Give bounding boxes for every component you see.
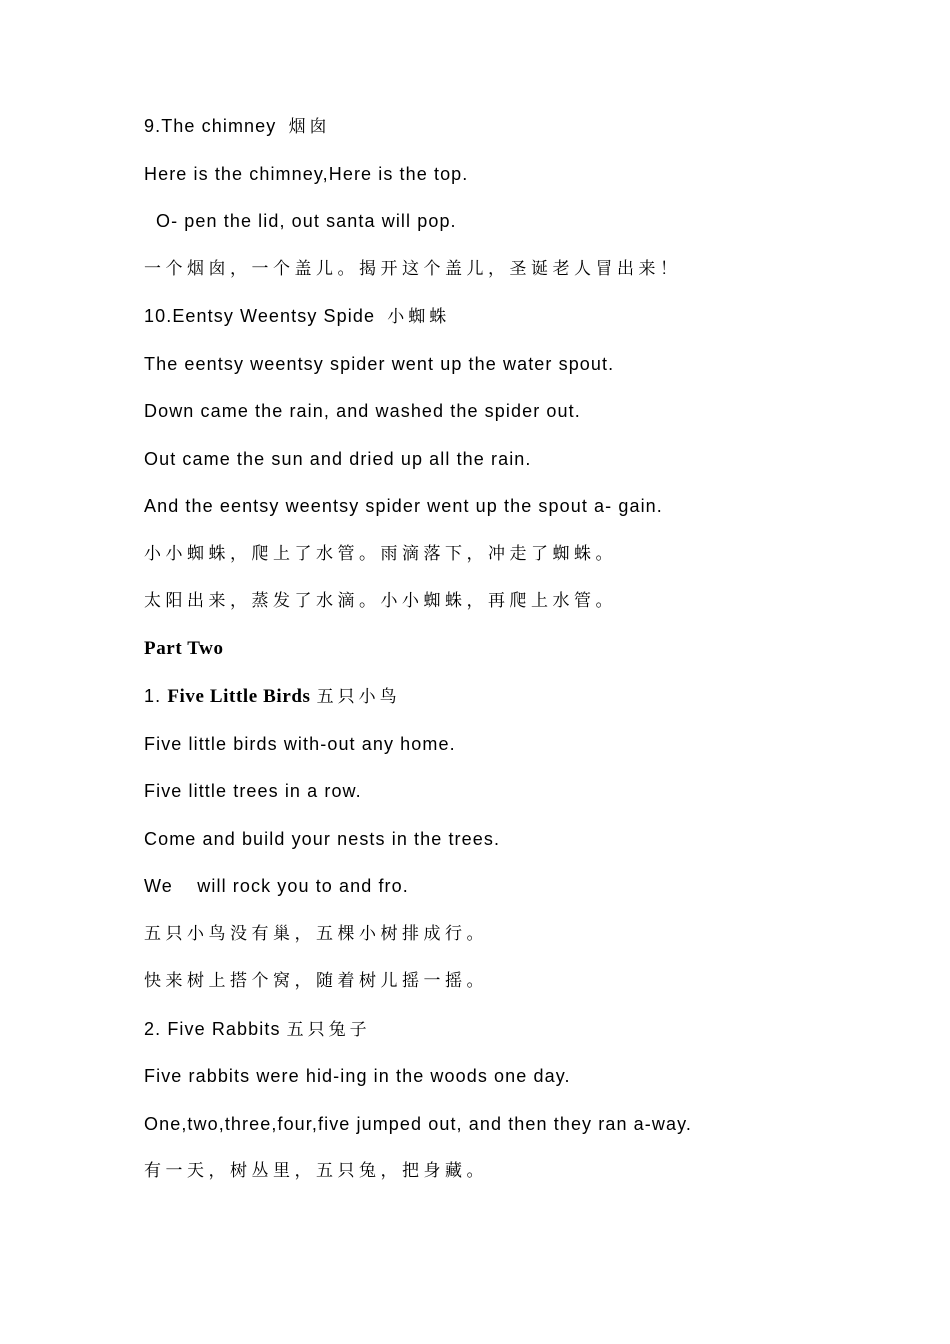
poem-line: And the eentsy weentsy spider went up the spout a- gain. bbox=[144, 496, 663, 516]
heading-eentsy-weentsy-spide bbox=[144, 304, 450, 329]
chinese-translation-line: 一个烟囱，一个盖儿。揭开这个盖儿，圣诞老人冒出来！ bbox=[144, 259, 682, 279]
chinese-translation-line: 太阳出来，蒸发了水滴。小小蜘蛛，再爬上水管。 bbox=[144, 591, 617, 611]
poem-line: Out came the sun and dried up all the rain. bbox=[144, 449, 532, 469]
heading-text: 9.The chimney bbox=[144, 116, 277, 136]
heading-five-rabbits bbox=[144, 1017, 371, 1042]
chinese-translation-line: 五只小鸟没有巢，五棵小树排成行。 bbox=[144, 924, 488, 944]
heading-chinese: 五只兔子 bbox=[286, 1020, 371, 1040]
section-heading-part-two: Part Two bbox=[144, 638, 224, 659]
chinese-translation-line: 快来树上搭个窝，随着树儿摇一摇。 bbox=[144, 971, 488, 991]
heading-number: 1. bbox=[144, 686, 162, 706]
poem-line: Five rabbits were hid-ing in the woods one day. bbox=[144, 1066, 571, 1086]
poem-line: One,two,three,four,five jumped out, and then they ran a-way. bbox=[144, 1114, 692, 1134]
heading-chinese: 烟囱 bbox=[288, 117, 331, 137]
heading-the-chimney bbox=[144, 114, 331, 139]
heading-five-little-birds bbox=[144, 684, 401, 709]
poem-line: Five little trees in a row. bbox=[144, 781, 362, 801]
poem-line: Here is the chimney,Here is the top. bbox=[144, 164, 469, 184]
heading-number: 10. bbox=[144, 306, 173, 326]
poem-line: O- pen the lid, out santa will pop. bbox=[156, 211, 457, 231]
heading-text: Five Little Birds bbox=[167, 686, 311, 707]
poem-line: Come and build your nests in the trees. bbox=[144, 829, 501, 849]
poem-line: Down came the rain, and washed the spider out. bbox=[144, 401, 581, 421]
poem-line: The eentsy weentsy spider went up the water spout. bbox=[144, 354, 615, 374]
poem-line: We will rock you to and fro. bbox=[144, 876, 409, 896]
chinese-translation-line: 小小蜘蛛，爬上了水管。雨滴落下，冲走了蜘蛛。 bbox=[144, 544, 617, 564]
heading-chinese: 五只小鸟 bbox=[316, 687, 401, 707]
chinese-translation-line: 有一天，树丛里，五只兔，把身藏。 bbox=[144, 1161, 488, 1181]
heading-chinese: 小蜘蛛 bbox=[387, 307, 451, 327]
heading-text: Eentsy Weentsy Spide bbox=[172, 306, 376, 326]
heading-text: 2. Five Rabbits bbox=[144, 1019, 281, 1039]
poem-line: Five little birds with-out any home. bbox=[144, 734, 456, 754]
